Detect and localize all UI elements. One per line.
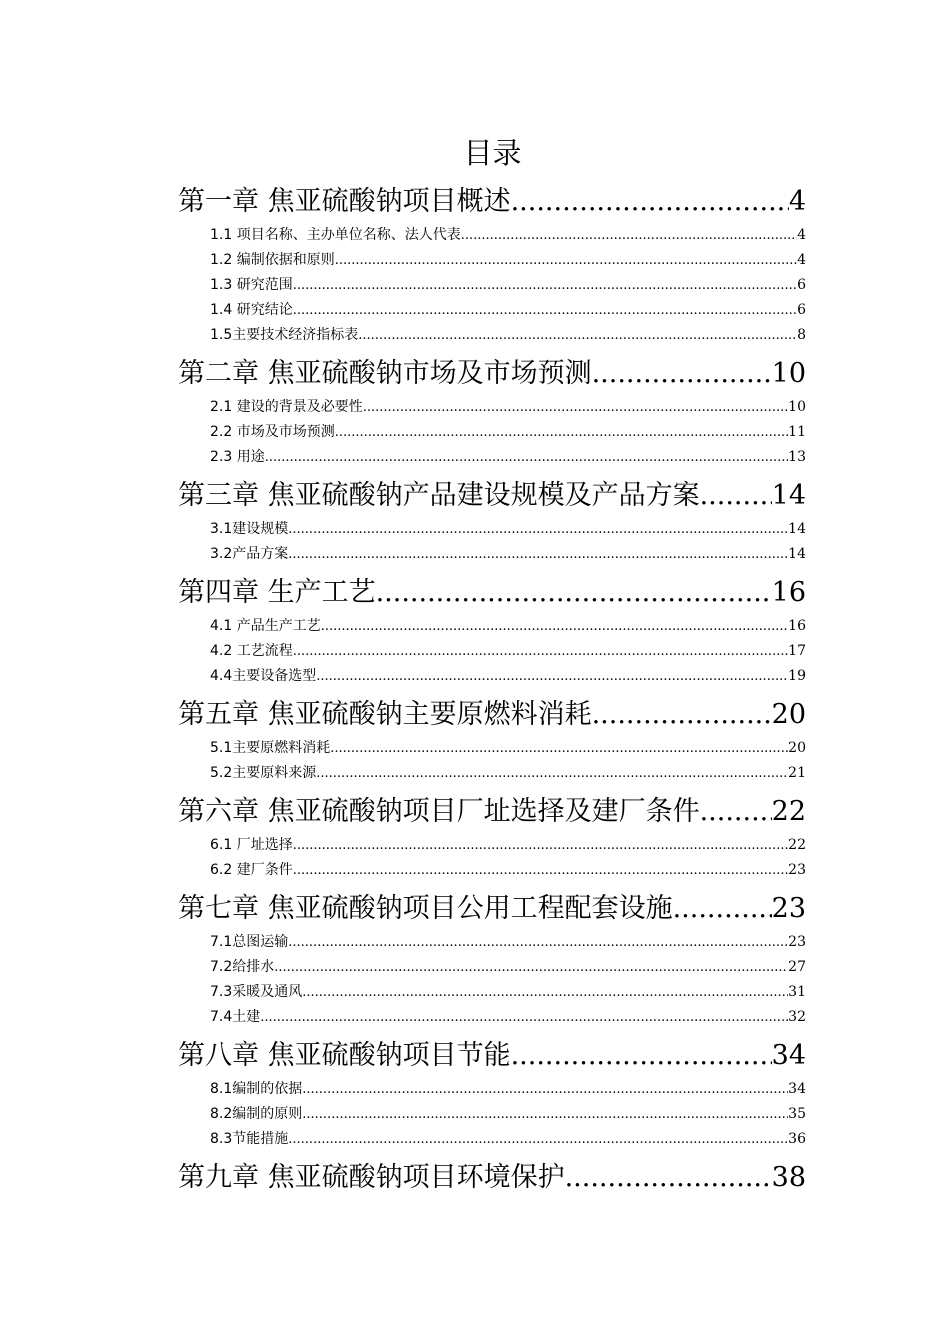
section-page-number: 35 [788,1106,806,1122]
dot-leader [376,571,772,614]
toc-section-entry[interactable] [178,614,806,639]
section-title: 4.1 产品生产工艺 [210,618,321,634]
section-page-number: 36 [788,1131,806,1147]
section-page-number: 13 [788,449,806,465]
chapter-title: 第九章 焦亚硫酸钠项目环境保护 [178,1162,565,1193]
dot-leader [316,664,788,689]
section-page-number: 6 [797,277,806,293]
section-title: 3.2产品方案 [210,546,289,562]
dot-leader [293,273,797,298]
dot-leader [288,930,788,955]
chapter-title: 第四章 生产工艺 [178,577,376,608]
dot-leader [511,180,789,223]
chapter-page-number: 16 [771,577,806,608]
section-title: 4.4主要设备选型 [210,668,317,684]
dot-leader [293,833,788,858]
toc-section-entry[interactable] [178,664,806,689]
section-title: 1.2 编制依据和原则 [210,252,335,268]
section-title: 4.2 工艺流程 [210,643,293,659]
chapter-title: 第一章 焦亚硫酸钠项目概述 [178,186,511,217]
section-page-number: 4 [797,252,806,268]
chapter-title: 第二章 焦亚硫酸钠市场及市场预测 [178,358,592,389]
dot-leader [274,955,788,980]
section-page-number: 19 [788,668,806,684]
section-title: 8.1编制的依据 [210,1081,303,1097]
section-title: 5.2主要原料来源 [210,765,317,781]
toc-chapter-entry[interactable] [178,790,806,833]
section-title: 2.3 用途 [210,449,265,465]
section-page-number: 21 [788,765,806,781]
section-page-number: 4 [797,227,806,243]
section-page-number: 23 [788,862,806,878]
toc-section-entry[interactable] [178,930,806,955]
toc-section-entry[interactable] [178,542,806,567]
chapter-title: 第五章 焦亚硫酸钠主要原燃料消耗 [178,699,592,730]
dot-leader [302,1102,788,1127]
section-title: 3.1建设规模 [210,521,289,537]
section-page-number: 16 [788,618,806,634]
dot-leader [335,420,788,445]
dot-leader [461,223,797,248]
table-of-contents [178,180,806,1199]
dot-leader [700,474,772,517]
toc-section-entry[interactable] [178,761,806,786]
dot-leader [265,445,788,470]
section-title: 6.1 厂址选择 [210,837,293,853]
dot-leader [288,542,788,567]
chapter-title: 第八章 焦亚硫酸钠项目节能 [178,1040,511,1071]
section-title: 1.5主要技术经济指标表 [210,327,359,343]
toc-section-entry[interactable] [178,639,806,664]
chapter-page-number: 20 [771,699,806,730]
toc-section-entry[interactable] [178,1127,806,1152]
chapter-title: 第三章 焦亚硫酸钠产品建设规模及产品方案 [178,480,700,511]
dot-leader [565,1156,772,1199]
dot-leader [288,1127,788,1152]
dot-leader [293,298,797,323]
dot-leader [330,736,788,761]
toc-section-entry[interactable] [178,420,806,445]
section-page-number: 17 [788,643,806,659]
toc-section-entry[interactable] [178,833,806,858]
section-page-number: 20 [788,740,806,756]
section-page-number: 31 [788,984,806,1000]
dot-leader [335,248,797,273]
section-page-number: 23 [788,934,806,950]
section-title: 7.1总图运输 [210,934,289,950]
dot-leader [293,639,788,664]
toc-chapter-entry[interactable] [178,474,806,517]
section-title: 8.2编制的原则 [210,1106,303,1122]
section-title: 1.3 研究范围 [210,277,293,293]
toc-section-entry[interactable] [178,395,806,420]
toc-section-entry[interactable] [178,736,806,761]
dot-leader [321,614,788,639]
toc-chapter-entry[interactable] [178,887,806,930]
section-title: 7.3采暖及通风 [210,984,303,1000]
dot-leader [592,352,772,395]
dot-leader [293,858,788,883]
dot-leader [288,517,788,542]
section-page-number: 22 [788,837,806,853]
section-page-number: 11 [788,424,806,440]
toc-section-entry[interactable] [178,980,806,1005]
dot-leader [700,790,772,833]
chapter-title: 第七章 焦亚硫酸钠项目公用工程配套设施 [178,893,673,924]
chapter-page-number: 38 [771,1162,806,1193]
dot-leader [511,1034,772,1077]
dot-leader [260,1005,788,1030]
toc-section-entry[interactable] [178,517,806,542]
toc-section-entry[interactable] [178,298,806,323]
toc-chapter-entry[interactable] [178,180,806,223]
chapter-page-number: 4 [788,186,806,217]
dot-leader [358,323,797,348]
toc-section-entry[interactable] [178,1102,806,1127]
chapter-page-number: 34 [771,1040,806,1071]
section-page-number: 14 [788,521,806,537]
toc-section-entry[interactable] [178,955,806,980]
toc-chapter-entry[interactable] [178,571,806,614]
dot-leader [592,693,772,736]
dot-leader [673,887,772,930]
toc-section-entry[interactable] [178,323,806,348]
section-page-number: 32 [788,1009,806,1025]
section-title: 7.2给排水 [210,959,275,975]
toc-section-entry[interactable] [178,248,806,273]
section-page-number: 14 [788,546,806,562]
section-title: 8.3节能措施 [210,1131,289,1147]
toc-chapter-entry[interactable] [178,1034,806,1077]
dot-leader [302,1077,788,1102]
toc-section-entry[interactable] [178,1005,806,1030]
section-page-number: 8 [797,327,806,343]
toc-section-entry[interactable] [178,445,806,470]
section-title: 6.2 建厂条件 [210,862,293,878]
toc-section-entry[interactable] [178,273,806,298]
chapter-title: 第六章 焦亚硫酸钠项目厂址选择及建厂条件 [178,796,700,827]
toc-section-entry[interactable] [178,223,806,248]
toc-section-entry[interactable] [178,858,806,883]
dot-leader [363,395,788,420]
toc-section-entry[interactable] [178,1077,806,1102]
section-page-number: 34 [788,1081,806,1097]
section-page-number: 27 [788,959,806,975]
section-page-number: 6 [797,302,806,318]
chapter-page-number: 22 [771,796,806,827]
section-title: 5.1主要原燃料消耗 [210,740,331,756]
section-title: 1.4 研究结论 [210,302,293,318]
toc-chapter-entry[interactable] [178,1156,806,1199]
chapter-page-number: 10 [771,358,806,389]
chapter-page-number: 23 [771,893,806,924]
chapter-page-number: 14 [771,480,806,511]
section-title: 1.1 项目名称、主办单位名称、法人代表 [210,227,461,243]
section-page-number: 10 [788,399,806,415]
section-title: 7.4土建 [210,1009,261,1025]
toc-chapter-entry[interactable] [178,693,806,736]
section-title: 2.1 建设的背景及必要性 [210,399,363,415]
dot-leader [302,980,788,1005]
toc-chapter-entry[interactable] [178,352,806,395]
dot-leader [316,761,788,786]
toc-title: 目录 [463,136,522,170]
section-title: 2.2 市场及市场预测 [210,424,335,440]
